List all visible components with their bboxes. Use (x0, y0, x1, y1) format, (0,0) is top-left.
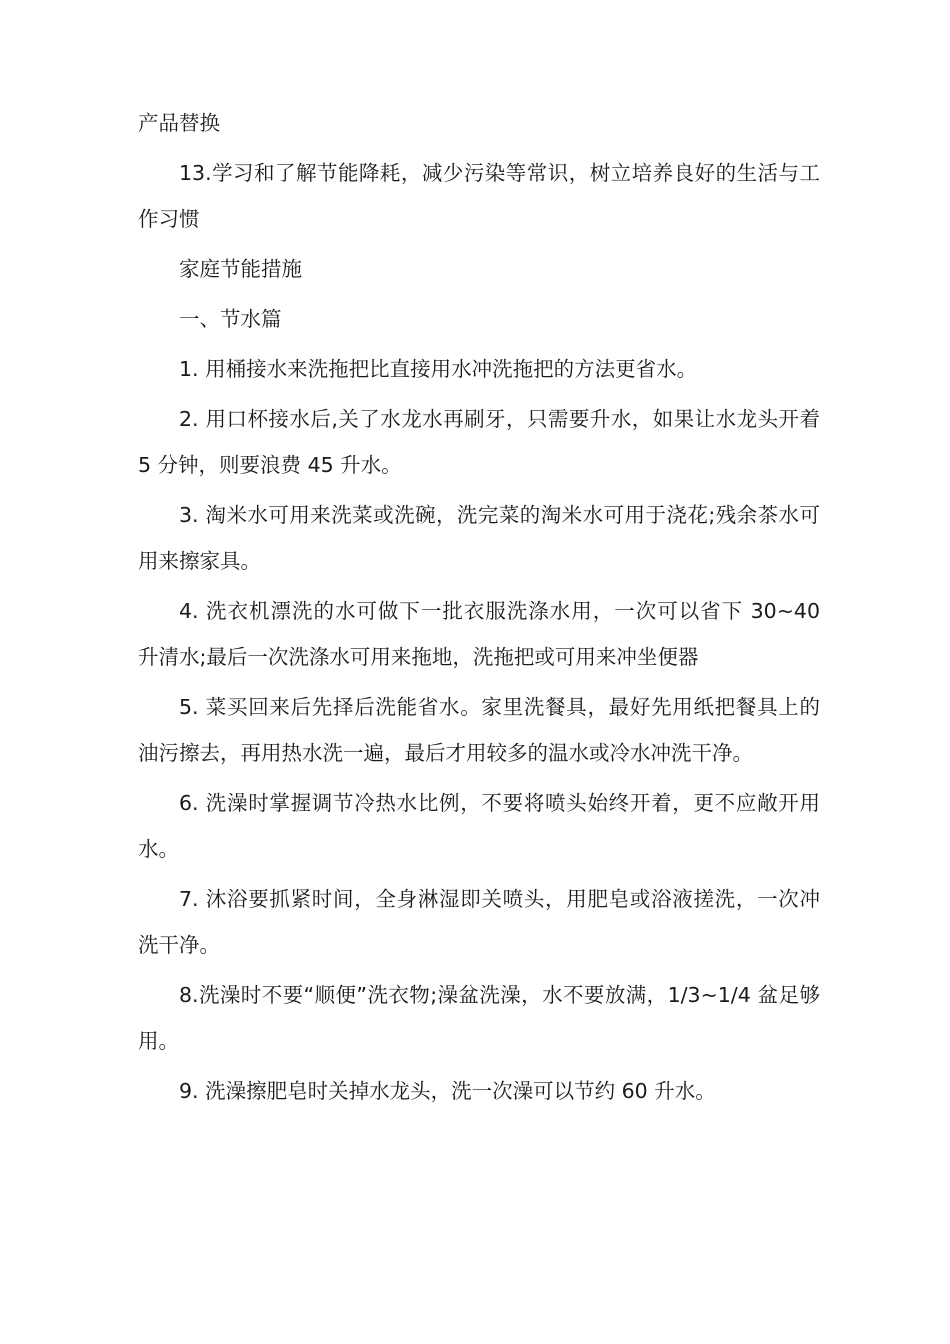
paragraph-product-replacement: 产品替换 (138, 111, 220, 135)
list-item-8: 8.洗澡时不要“顺便”洗衣物;澡盆洗澡，水不要放满，1/3~1/4 盆足够用。 (138, 983, 820, 1053)
list-item-5: 5. 菜买回来后先择后洗能省水。家里洗餐具，最好先用纸把餐具上的油污擦去，再用热水洗一遍，最后才用较多的温水或冷水冲洗干净。 (138, 695, 820, 765)
paragraph-item-13: 13.学习和了解节能降耗，减少污染等常识，树立培养良好的生活与工作习惯 (138, 161, 820, 231)
list-item-1: 1. 用桶接水来洗拖把比直接用水冲洗拖把的方法更省水。 (179, 357, 698, 381)
document-body (138, 100, 820, 1114)
section-heading-home-energy: 家庭节能措施 (179, 257, 302, 281)
list-item-6: 6. 洗澡时掌握调节冷热水比例，不要将喷头始终开着，更不应敞开用水。 (138, 791, 820, 861)
list-item-9: 9. 洗澡擦肥皂时关掉水龙头，洗一次澡可以节约 60 升水。 (179, 1079, 716, 1103)
list-item-4: 4. 洗衣机漂洗的水可做下一批衣服洗涤水用，一次可以省下 30~40 升清水;最后一次洗涤水可用来拖地，洗拖把或可用来冲坐便器 (138, 599, 820, 669)
list-item-2: 2. 用口杯接水后,关了水龙水再刷牙，只需要升水，如果让水龙头开着 5 分钟，则要浪费 45 升水。 (138, 407, 820, 477)
list-item-7: 7. 沐浴要抓紧时间，全身淋湿即关喷头，用肥皂或浴液搓洗，一次冲洗干净。 (138, 887, 820, 957)
subsection-heading-water-saving: 一、节水篇 (179, 307, 282, 331)
list-item-3: 3. 淘米水可用来洗菜或洗碗，洗完菜的淘米水可用于浇花;残余茶水可用来擦家具。 (138, 503, 820, 573)
